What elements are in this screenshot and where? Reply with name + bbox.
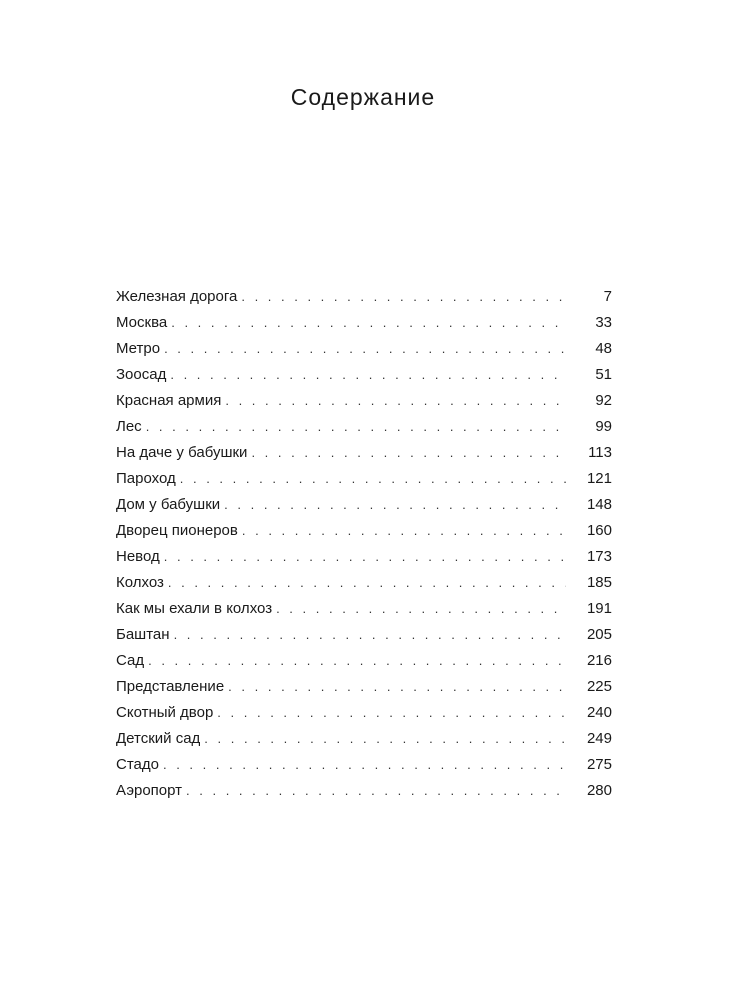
dot-leader xyxy=(148,648,566,674)
toc-entry xyxy=(116,492,612,518)
toc-entry xyxy=(116,752,612,778)
toc-entry-page-number: 225 xyxy=(586,678,612,695)
toc-entry-title: Москва xyxy=(116,314,168,331)
dot-leader xyxy=(251,440,566,466)
toc-entry-page-number: 205 xyxy=(586,626,612,643)
toc-entry-title: Баштан xyxy=(116,626,170,643)
dot-leader xyxy=(186,778,566,804)
toc-entry xyxy=(116,622,612,648)
dot-leader xyxy=(168,570,566,596)
toc-entry-title: Дворец пионеров xyxy=(116,522,238,539)
page-title: Содержание xyxy=(290,84,436,110)
toc-entry-page-number: 148 xyxy=(586,496,612,513)
toc-entry-title: Лес xyxy=(116,418,142,435)
toc-entry-title: Колхоз xyxy=(116,574,164,591)
toc-entry-page-number: 99 xyxy=(595,418,612,435)
dot-leader xyxy=(146,414,566,440)
dot-leader xyxy=(204,726,566,752)
toc-entry-title: Стадо xyxy=(116,756,159,773)
dot-leader xyxy=(164,336,566,362)
toc-entry xyxy=(116,466,612,492)
toc-entry-title: Красная армия xyxy=(116,392,222,409)
toc-entry xyxy=(116,284,612,310)
toc-entry-title: Сад xyxy=(116,652,145,669)
toc-entry-title: Дом у бабушки xyxy=(116,496,221,513)
toc-entry-title: Аэропорт xyxy=(116,782,183,799)
toc-entry-title: Детский сад xyxy=(116,730,201,747)
table-of-contents xyxy=(116,284,612,804)
toc-entry-title: На даче у бабушки xyxy=(116,444,248,461)
toc-entry xyxy=(116,570,612,596)
toc-entry xyxy=(116,310,612,336)
toc-entry-title: Железная дорога xyxy=(116,288,238,305)
dot-leader xyxy=(164,544,566,570)
toc-entry-title: Метро xyxy=(116,340,161,357)
toc-entry-title: Зоосад xyxy=(116,366,167,383)
toc-entry xyxy=(116,648,612,674)
dot-leader xyxy=(242,518,566,544)
dot-leader xyxy=(171,310,566,336)
toc-entry-page-number: 191 xyxy=(586,600,612,617)
toc-entry-page-number: 173 xyxy=(586,548,612,565)
toc-entry-page-number: 51 xyxy=(595,366,612,383)
toc-entry xyxy=(116,388,612,414)
toc-entry-title: Невод xyxy=(116,548,160,565)
dot-leader xyxy=(276,596,566,622)
toc-entry-page-number: 185 xyxy=(586,574,612,591)
dot-leader xyxy=(224,492,566,518)
toc-entry xyxy=(116,674,612,700)
toc-entry-title: Пароход xyxy=(116,470,176,487)
dot-leader xyxy=(217,700,566,726)
toc-entry-page-number: 48 xyxy=(595,340,612,357)
dot-leader xyxy=(180,466,566,492)
toc-entry xyxy=(116,596,612,622)
toc-entry xyxy=(116,414,612,440)
dot-leader xyxy=(241,284,566,310)
toc-entry xyxy=(116,726,612,752)
toc-entry xyxy=(116,362,612,388)
toc-entry-page-number: 7 xyxy=(603,288,612,305)
toc-entry-title: Представление xyxy=(116,678,225,695)
toc-entry xyxy=(116,544,612,570)
toc-entry-page-number: 216 xyxy=(586,652,612,669)
toc-entry xyxy=(116,778,612,804)
toc-entry-page-number: 33 xyxy=(595,314,612,331)
toc-entry xyxy=(116,440,612,466)
dot-leader xyxy=(163,752,566,778)
dot-leader xyxy=(170,362,566,388)
dot-leader xyxy=(225,388,566,414)
dot-leader xyxy=(228,674,566,700)
toc-entry-page-number: 275 xyxy=(586,756,612,773)
toc-entry-page-number: 249 xyxy=(586,730,612,747)
toc-entry-page-number: 92 xyxy=(595,392,612,409)
toc-entry-page-number: 240 xyxy=(586,704,612,721)
dot-leader xyxy=(174,622,566,648)
toc-entry-page-number: 121 xyxy=(586,470,612,487)
toc-entry xyxy=(116,700,612,726)
toc-entry xyxy=(116,336,612,362)
toc-entry-page-number: 280 xyxy=(586,782,612,799)
toc-entry xyxy=(116,518,612,544)
toc-entry-title: Как мы ехали в колхоз xyxy=(116,600,273,617)
toc-entry-page-number: 113 xyxy=(588,444,612,461)
toc-entry-page-number: 160 xyxy=(586,522,612,539)
toc-entry-title: Скотный двор xyxy=(116,704,214,721)
